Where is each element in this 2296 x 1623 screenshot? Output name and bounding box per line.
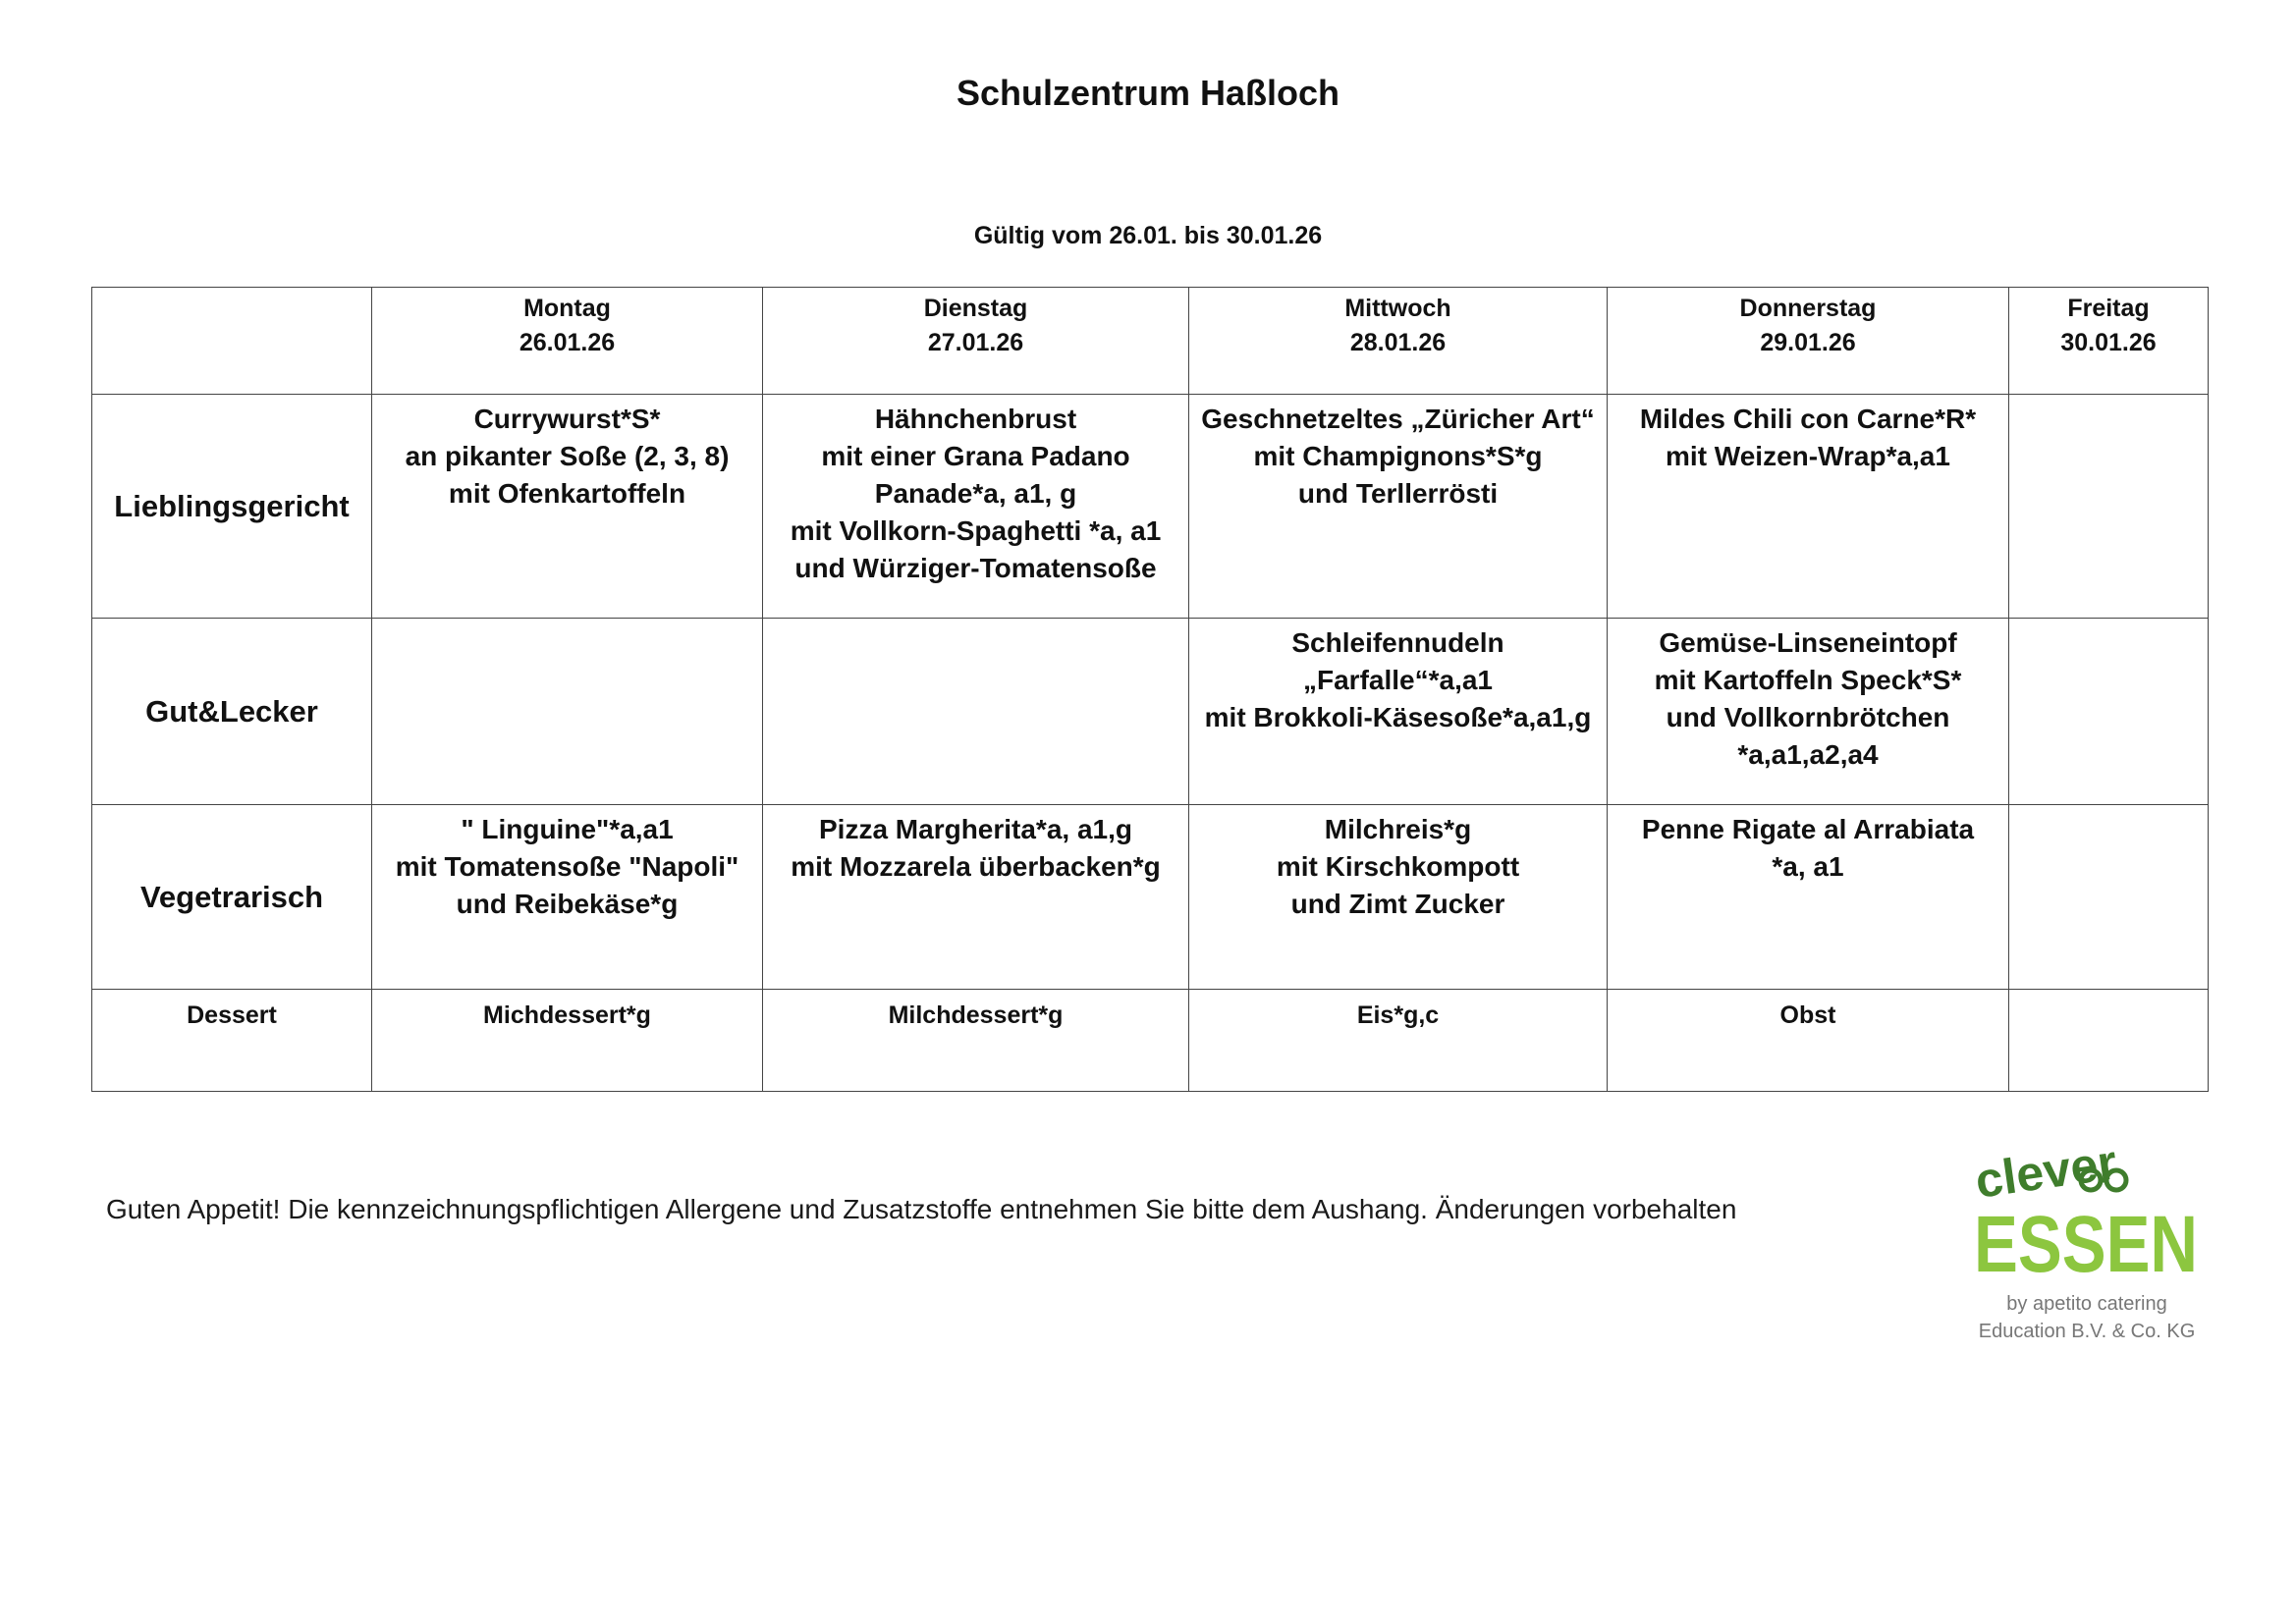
dish-cell (1189, 395, 1608, 619)
menu-table (91, 287, 2209, 1092)
dish-cell (1189, 805, 1608, 990)
dish-line: *a,a1,a2,a4 (1737, 739, 1879, 770)
dish-cell (763, 619, 1189, 805)
dish-cell (763, 395, 1189, 619)
dish-line: mit Brokkoli-Käsesoße*a,a1,g (1204, 702, 1592, 732)
dessert-cell (2009, 990, 2209, 1092)
dish-cell (1608, 805, 2009, 990)
dish-line: mit Tomatensoße "Napoli" (395, 851, 739, 882)
dish-cell (372, 395, 763, 619)
category-label: Lieblingsgericht (92, 395, 372, 619)
dish-line: Hähnchenbrust (874, 404, 1077, 434)
dish-line: Mildes Chili con Carne*R* (1639, 404, 1977, 434)
corner-cell (92, 288, 372, 395)
dish-cell (1608, 395, 2009, 619)
dish-line: Penne Rigate al Arrabiata (1641, 814, 1975, 844)
category-label: Dessert (92, 990, 372, 1092)
dish-cell (2009, 395, 2209, 619)
dessert-cell: Michdessert*g (372, 990, 763, 1092)
dish-cell (2009, 619, 2209, 805)
dish-line: mit Kirschkompott (1276, 851, 1520, 882)
dish-line: und Vollkornbrötchen (1666, 702, 1950, 732)
row-vegetarisch (92, 805, 2209, 990)
dish-line: mit Weizen-Wrap*a,a1 (1666, 441, 1950, 471)
dish-line: Panade*a, a1, g (874, 478, 1077, 509)
day-date: 26.01.26 (519, 329, 616, 356)
dish-line: und Reibekäse*g (456, 889, 679, 919)
day-date: 30.01.26 (2060, 329, 2157, 356)
category-label: Vegetrarisch (92, 805, 372, 990)
logo-subtitle-1: by apetito catering (2006, 1293, 2167, 1315)
page-title: Schulzentrum Haßloch (956, 73, 1340, 113)
day-name: Montag (523, 295, 611, 322)
dish-cell (372, 619, 763, 805)
day-date: 27.01.26 (927, 329, 1024, 356)
dish-line: " Linguine"*a,a1 (461, 814, 674, 844)
dish-cell (1608, 619, 2009, 805)
dessert-cell: Milchdessert*g (763, 990, 1189, 1092)
dish-line: „Farfalle“*a,a1 (1303, 665, 1493, 695)
day-date: 28.01.26 (1349, 329, 1447, 356)
validity-period: Gültig vom 26.01. bis 30.01.26 (973, 222, 1323, 249)
logo-subtitle-2: Education B.V. & Co. KG (1978, 1321, 2196, 1342)
dish-cell (2009, 805, 2209, 990)
dish-line: Milchreis*g (1324, 814, 1472, 844)
dish-line: Gemüse-Linseneintopf (1659, 627, 1957, 658)
day-name: Donnerstag (1739, 295, 1877, 322)
footer-note: Guten Appetit! Die kennzeichnungspflichtigen Allergene und Zusatzstoffe entnehmen Sie bitte dem Aushang. Änderungen vorbehalten (106, 1194, 1737, 1224)
dish-line: mit Champignons*S*g (1253, 441, 1543, 471)
day-header-montag (372, 288, 763, 395)
dish-line: mit Vollkorn-Spaghetti *a, a1 (790, 515, 1162, 546)
dish-line: mit einer Grana Padano (821, 441, 1130, 471)
dessert-cell: Eis*g,c (1189, 990, 1608, 1092)
dish-line: Schleifennudeln (1291, 627, 1504, 658)
day-header-donnerstag (1608, 288, 2009, 395)
header-row (92, 288, 2209, 395)
row-lieblingsgericht (92, 395, 2209, 619)
day-name: Mittwoch (1344, 295, 1451, 322)
dish-line: mit Kartoffeln Speck*S* (1654, 665, 1962, 695)
day-header-dienstag (763, 288, 1189, 395)
day-name: Freitag (2067, 295, 2150, 322)
row-dessert (92, 990, 2209, 1092)
row-gut-lecker (92, 619, 2209, 805)
day-header-freitag (2009, 288, 2209, 395)
dish-line: Geschnetzeltes „Züricher Art“ (1201, 404, 1595, 434)
logo-word-clever: clever (1971, 1134, 2120, 1209)
dish-cell (1189, 619, 1608, 805)
dish-line: *a, a1 (1772, 851, 1844, 882)
dish-line: Pizza Margherita*a, a1,g (818, 814, 1132, 844)
dish-cell (372, 805, 763, 990)
dish-line: an pikanter Soße (2, 3, 8) (405, 441, 730, 471)
category-label: Gut&Lecker (92, 619, 372, 805)
dish-line: und Zimt Zucker (1290, 889, 1505, 919)
logo-word-essen: ESSEN (1974, 1200, 2198, 1289)
dish-cell (763, 805, 1189, 990)
day-name: Dienstag (923, 295, 1028, 322)
dish-line: Currywurst*S* (473, 404, 661, 434)
dish-line: mit Ofenkartoffeln (448, 478, 686, 509)
dish-line: und Würziger-Tomatensoße (794, 553, 1157, 583)
dessert-cell: Obst (1608, 990, 2009, 1092)
day-header-mittwoch (1189, 288, 1608, 395)
dish-line: und Terllerrösti (1297, 478, 1499, 509)
day-date: 29.01.26 (1760, 329, 1856, 356)
dish-line: mit Mozzarela überbacken*g (791, 851, 1161, 882)
